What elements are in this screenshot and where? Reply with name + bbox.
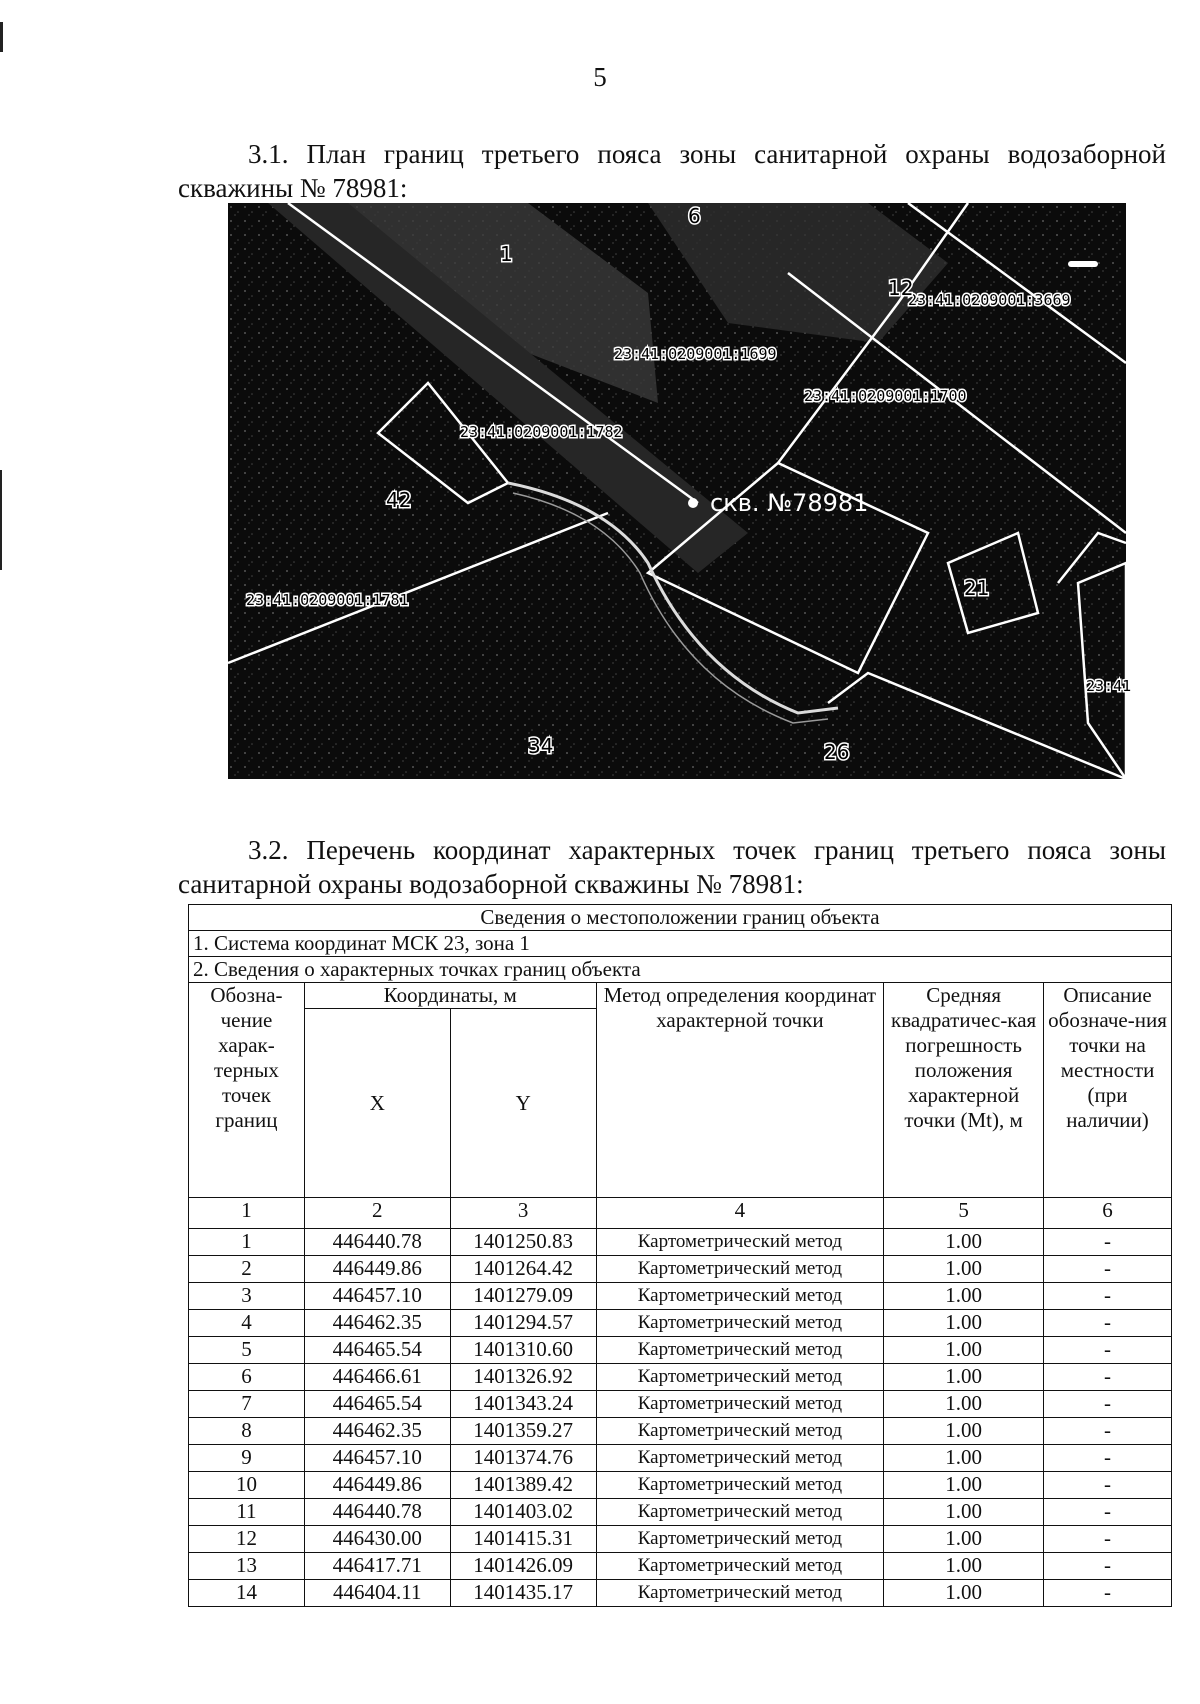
column-number: 4	[596, 1198, 884, 1229]
table-row	[189, 1526, 1172, 1553]
error-mt: 1.00	[884, 1256, 1044, 1283]
label-parcel-1700: 23:41:0209001:1700	[804, 387, 967, 405]
coord-x: 446440.78	[304, 1499, 450, 1526]
map-marker	[1068, 261, 1098, 267]
table-row	[189, 1364, 1172, 1391]
table-row	[189, 1553, 1172, 1580]
label-parcel-1782: 23:41:0209001:1782	[460, 423, 623, 441]
point-description: -	[1044, 1364, 1172, 1391]
table-row	[189, 1256, 1172, 1283]
coord-y: 1401343.24	[450, 1391, 596, 1418]
points-info: 2. Сведения о характерных точках границ объекта	[189, 957, 1172, 983]
coordinate-system: 1. Система координат МСК 23, зона 1	[189, 931, 1172, 957]
point-number: 6	[189, 1364, 305, 1391]
label-point-34: 34	[528, 734, 554, 758]
point-number: 3	[189, 1283, 305, 1310]
point-description: -	[1044, 1283, 1172, 1310]
label-parcel-3669: 23:41:0209001:3669	[908, 291, 1071, 309]
label-parcel-1781: 23:41:0209001:1781	[246, 591, 409, 609]
error-mt: 1.00	[884, 1418, 1044, 1445]
point-number: 7	[189, 1391, 305, 1418]
error-mt: 1.00	[884, 1364, 1044, 1391]
label-parcel-partial: 23:41	[1086, 677, 1132, 695]
header-coordinates: Координаты, м	[304, 983, 596, 1009]
method: Картометрический метод	[596, 1472, 884, 1499]
error-mt: 1.00	[884, 1553, 1044, 1580]
point-description: -	[1044, 1310, 1172, 1337]
error-mt: 1.00	[884, 1337, 1044, 1364]
point-number: 2	[189, 1256, 305, 1283]
point-description: -	[1044, 1499, 1172, 1526]
point-description: -	[1044, 1256, 1172, 1283]
point-description: -	[1044, 1418, 1172, 1445]
table-title: Сведения о местоположении границ объекта	[189, 905, 1172, 931]
coord-x: 446466.61	[304, 1364, 450, 1391]
coord-y: 1401435.17	[450, 1580, 596, 1607]
scan-margin-mark	[0, 470, 2, 570]
coord-y: 1401374.76	[450, 1445, 596, 1472]
section-3-2-heading: 3.2. Перечень координат характерных точек границ третьего пояса зоны санитарной охраны водозаборной скважины № 78981:	[178, 835, 1166, 899]
error-mt: 1.00	[884, 1499, 1044, 1526]
method: Картометрический метод	[596, 1418, 884, 1445]
table-row	[189, 1391, 1172, 1418]
column-number: 5	[884, 1198, 1044, 1229]
point-number: 12	[189, 1526, 305, 1553]
table-row	[189, 1229, 1172, 1256]
coord-y: 1401264.42	[450, 1256, 596, 1283]
header-x: X	[304, 1009, 450, 1198]
method: Картометрический метод	[596, 1364, 884, 1391]
point-number: 5	[189, 1337, 305, 1364]
table-row	[189, 1499, 1172, 1526]
method: Картометрический метод	[596, 1256, 884, 1283]
label-point-1: 1	[500, 242, 513, 266]
point-number: 1	[189, 1229, 305, 1256]
method: Картометрический метод	[596, 1499, 884, 1526]
coord-y: 1401294.57	[450, 1310, 596, 1337]
coordinates-table	[188, 904, 1172, 1607]
point-description: -	[1044, 1472, 1172, 1499]
coord-x: 446465.54	[304, 1337, 450, 1364]
error-mt: 1.00	[884, 1283, 1044, 1310]
coord-x: 446462.35	[304, 1418, 450, 1445]
page-number: 5	[593, 62, 607, 92]
error-mt: 1.00	[884, 1445, 1044, 1472]
label-point-12: 12	[888, 276, 914, 300]
method: Картометрический метод	[596, 1310, 884, 1337]
section-3-1-heading: 3.1. План границ третьего пояса зоны санитарной охраны водозаборной скважины № 78981:	[178, 139, 1166, 203]
coord-x: 446404.11	[304, 1580, 450, 1607]
scan-margin-mark	[0, 22, 3, 52]
coord-y: 1401403.02	[450, 1499, 596, 1526]
point-number: 14	[189, 1580, 305, 1607]
label-well: скв. №78981	[710, 489, 869, 517]
coord-x: 446462.35	[304, 1310, 450, 1337]
coord-y: 1401250.83	[450, 1229, 596, 1256]
error-mt: 1.00	[884, 1472, 1044, 1499]
boundary-plan-map	[228, 203, 1132, 779]
error-mt: 1.00	[884, 1391, 1044, 1418]
coord-y: 1401426.09	[450, 1553, 596, 1580]
point-number: 9	[189, 1445, 305, 1472]
point-number: 8	[189, 1418, 305, 1445]
method: Картометрический метод	[596, 1526, 884, 1553]
coord-x: 446440.78	[304, 1229, 450, 1256]
point-number: 13	[189, 1553, 305, 1580]
table-row	[189, 1310, 1172, 1337]
error-mt: 1.00	[884, 1229, 1044, 1256]
method: Картометрический метод	[596, 1553, 884, 1580]
method: Картометрический метод	[596, 1337, 884, 1364]
point-number: 4	[189, 1310, 305, 1337]
label-point-6: 6	[688, 204, 701, 228]
error-mt: 1.00	[884, 1310, 1044, 1337]
point-description: -	[1044, 1337, 1172, 1364]
point-number: 10	[189, 1472, 305, 1499]
header-error: Средняя квадратичес-кая погрешность положения характерной точки (Mt), м	[884, 983, 1044, 1198]
label-point-42: 42	[386, 488, 412, 512]
header-description: Описание обозначе-ния точки на местности (при наличии)	[1044, 983, 1172, 1198]
column-number: 3	[450, 1198, 596, 1229]
coord-x: 446430.00	[304, 1526, 450, 1553]
method: Картометрический метод	[596, 1283, 884, 1310]
table-row	[189, 1283, 1172, 1310]
coord-y: 1401389.42	[450, 1472, 596, 1499]
coord-y: 1401415.31	[450, 1526, 596, 1553]
point-description: -	[1044, 1526, 1172, 1553]
table-row	[189, 1445, 1172, 1472]
coord-y: 1401279.09	[450, 1283, 596, 1310]
coord-x: 446457.10	[304, 1283, 450, 1310]
method: Картометрический метод	[596, 1229, 884, 1256]
well-marker-icon	[688, 498, 698, 508]
table-row	[189, 1337, 1172, 1364]
column-number: 6	[1044, 1198, 1172, 1229]
error-mt: 1.00	[884, 1526, 1044, 1553]
coord-y: 1401326.92	[450, 1364, 596, 1391]
header-designation: Обозна-чение харак-терных точек границ	[189, 983, 305, 1198]
table-row	[189, 1580, 1172, 1607]
label-point-21: 21	[964, 576, 990, 600]
label-parcel-1699: 23:41:0209001:1699	[614, 345, 777, 363]
coord-x: 446449.86	[304, 1256, 450, 1283]
coord-x: 446449.86	[304, 1472, 450, 1499]
coord-y: 1401359.27	[450, 1418, 596, 1445]
coord-x: 446457.10	[304, 1445, 450, 1472]
coord-x: 446417.71	[304, 1553, 450, 1580]
error-mt: 1.00	[884, 1580, 1044, 1607]
coord-x: 446465.54	[304, 1391, 450, 1418]
table-row	[189, 1472, 1172, 1499]
column-number: 2	[304, 1198, 450, 1229]
point-description: -	[1044, 1229, 1172, 1256]
method: Картометрический метод	[596, 1391, 884, 1418]
point-description: -	[1044, 1580, 1172, 1607]
method: Картометрический метод	[596, 1445, 884, 1472]
point-number: 11	[189, 1499, 305, 1526]
coord-y: 1401310.60	[450, 1337, 596, 1364]
point-description: -	[1044, 1553, 1172, 1580]
method: Картометрический метод	[596, 1580, 884, 1607]
table-row	[189, 1418, 1172, 1445]
label-point-26: 26	[824, 740, 850, 764]
column-number: 1	[189, 1198, 305, 1229]
header-method: Метод определения координат характерной точки	[596, 983, 884, 1198]
point-description: -	[1044, 1391, 1172, 1418]
point-description: -	[1044, 1445, 1172, 1472]
header-y: Y	[450, 1009, 596, 1198]
